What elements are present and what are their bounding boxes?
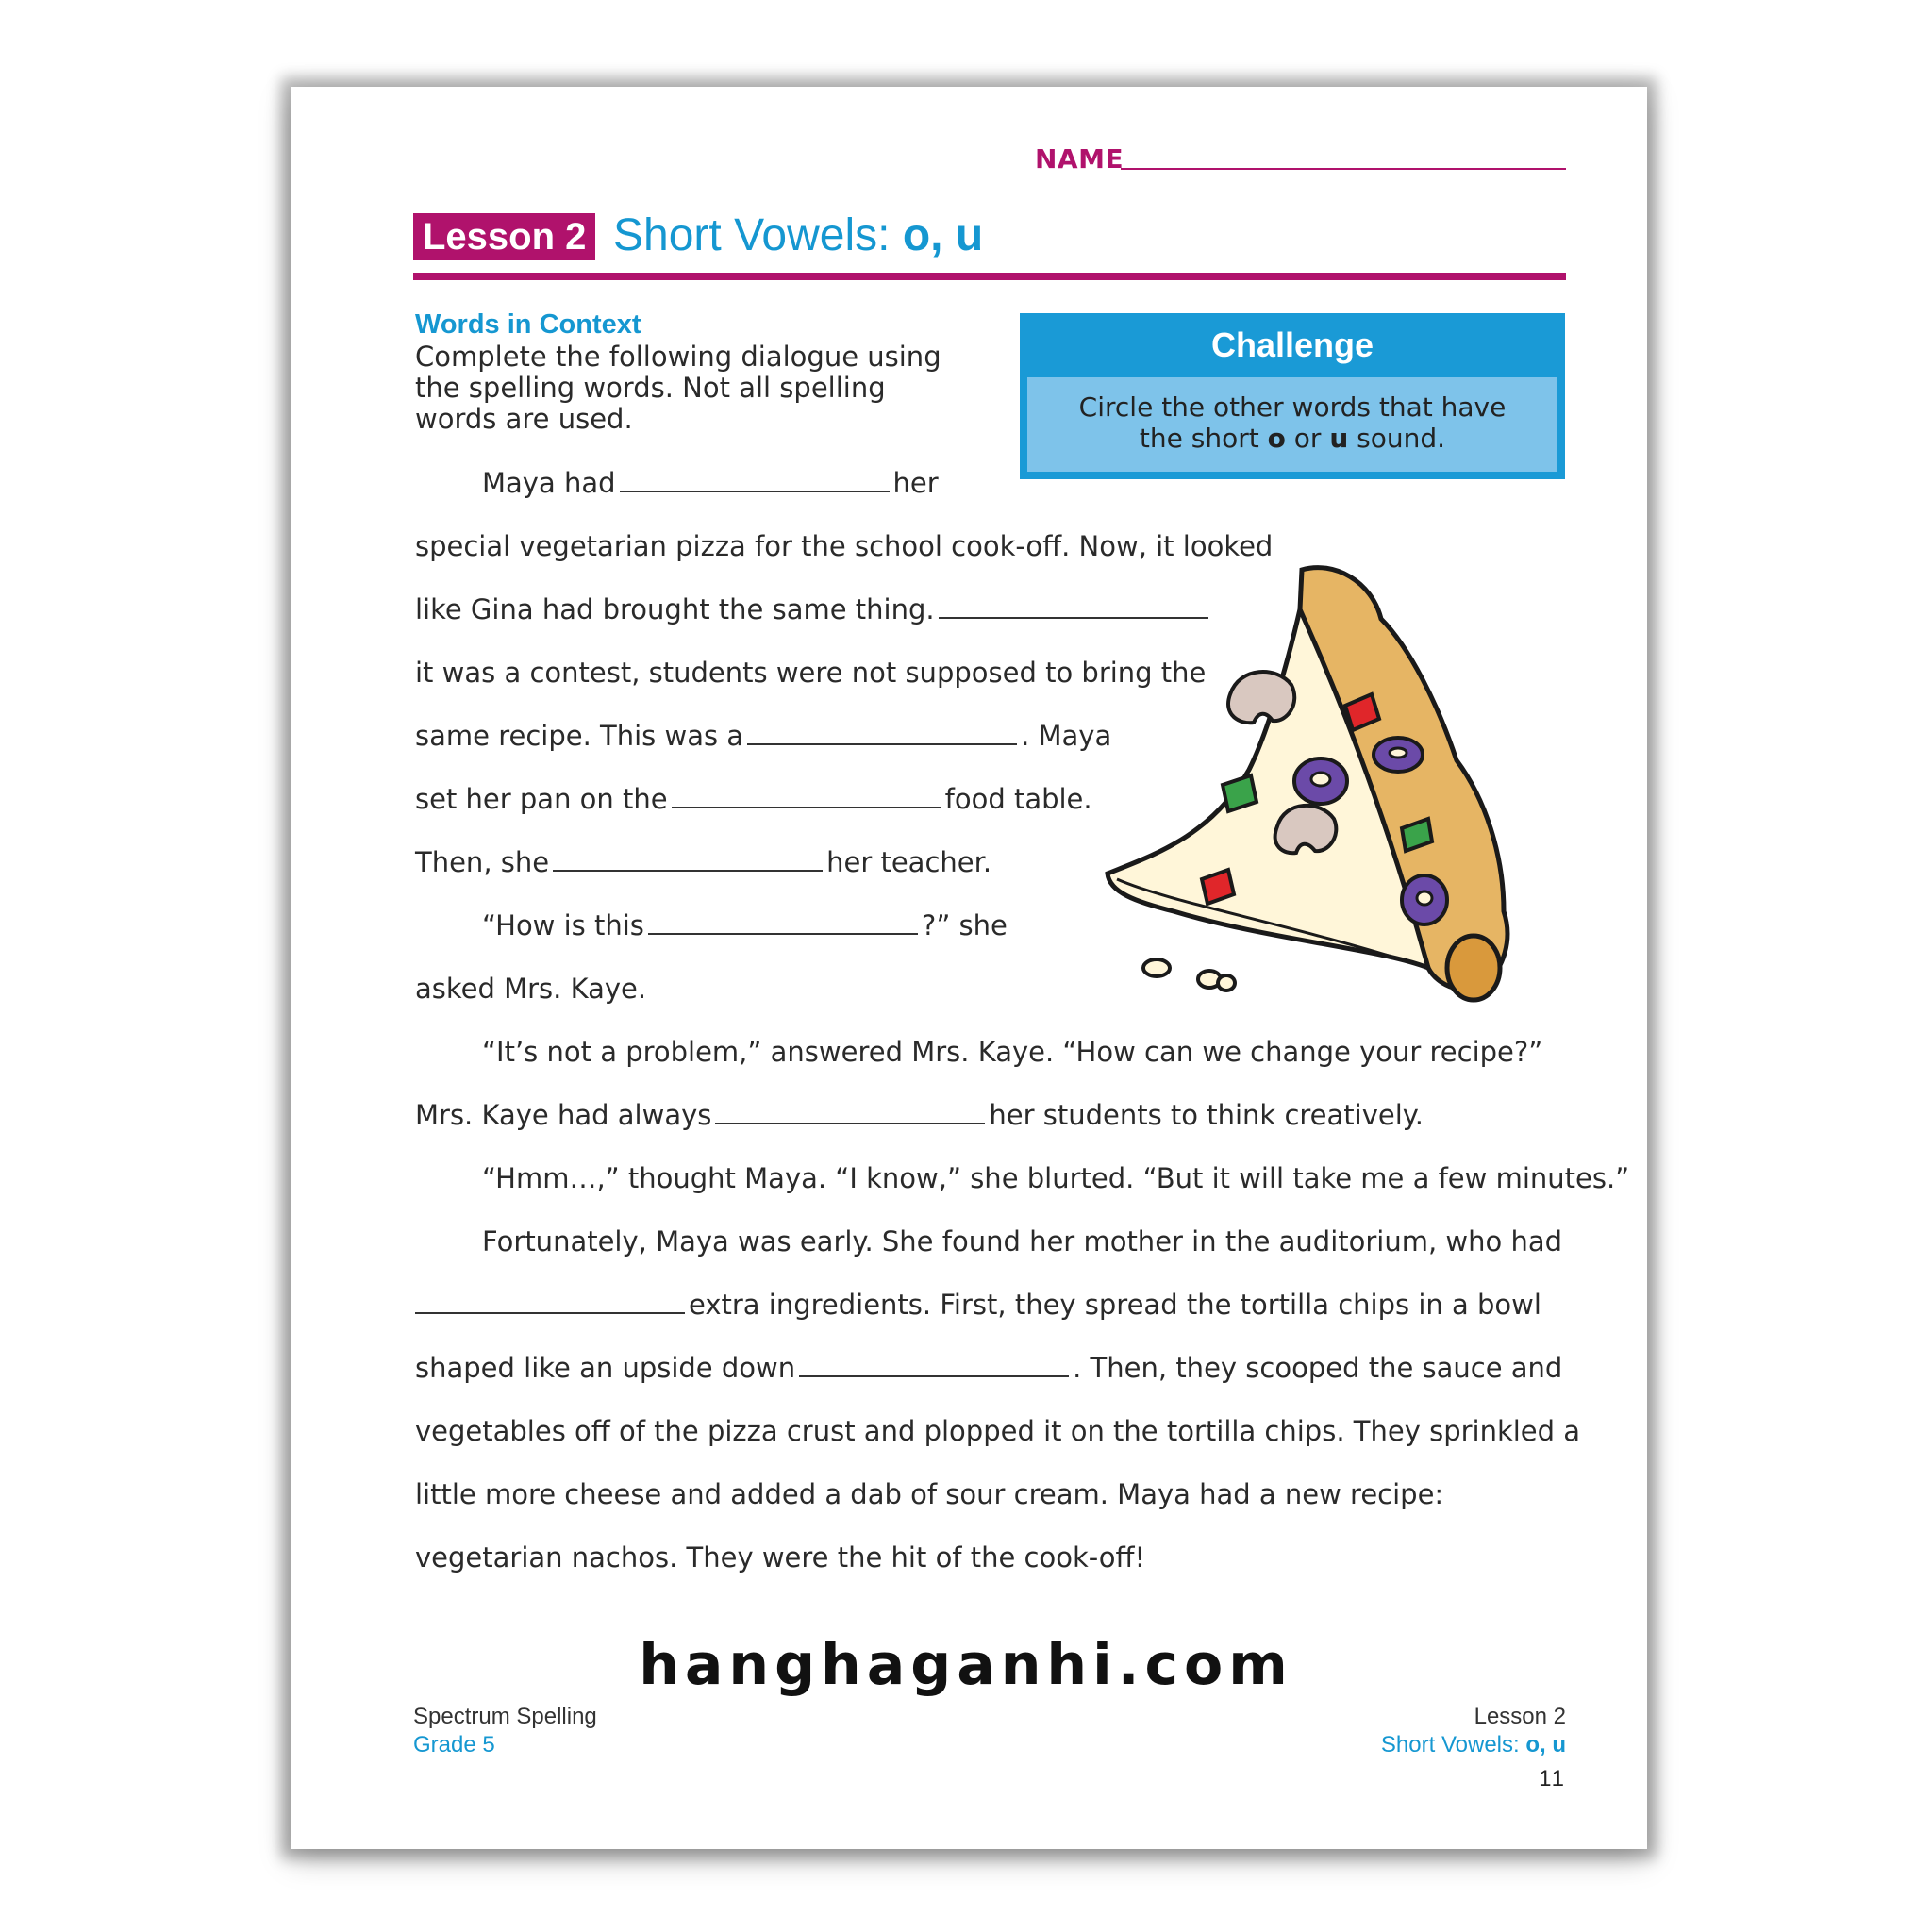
challenge-title: Challenge: [1210, 325, 1374, 364]
page-number: 11: [1539, 1766, 1566, 1791]
instructions-text: Complete the following dialogue using the spelling words. Not all spelling words are used.: [415, 341, 941, 435]
story-line: extra ingredients. First, they spread the tortilla chips in a bowl: [415, 1288, 1541, 1322]
lesson-title-prefix: Short Vowels:: [613, 210, 903, 260]
lesson-title: [613, 208, 983, 264]
story-line: “Hmm…,” thought Maya. “I know,” she blurted. “But it will take me a few minutes.”: [482, 1162, 1630, 1194]
section-heading: Words in Context: [415, 309, 641, 340]
answer-blank[interactable]: [648, 910, 918, 935]
footer-grade: Grade 5: [413, 1732, 495, 1757]
answer-blank[interactable]: [715, 1100, 985, 1124]
answer-blank[interactable]: [747, 721, 1017, 745]
footer-lesson: Lesson 2: [1474, 1704, 1566, 1729]
answer-blank[interactable]: [672, 784, 941, 808]
story-line: little more cheese and added a dab of sour cream. Maya had a new recipe:: [415, 1478, 1444, 1510]
story-line: “How is this ?” she: [482, 909, 1008, 941]
story-line: special vegetarian pizza for the school cook-off. Now, it looked: [415, 530, 1274, 562]
name-blank[interactable]: [1121, 168, 1566, 170]
challenge-instructions: [1027, 377, 1557, 472]
watermark-text: hanghaganhi.com: [639, 1632, 1293, 1698]
lesson-title-letters: o, u: [902, 210, 984, 260]
story-line: “It’s not a problem,” answered Mrs. Kaye. “How can we change your recipe?”: [482, 1036, 1543, 1068]
footer-book-title: Spectrum Spelling: [413, 1704, 597, 1729]
footer-lesson-title: Short Vowels: o, u: [1380, 1732, 1566, 1757]
challenge-text-line-1: Circle the other words that have: [1078, 391, 1507, 423]
story-line: same recipe. This was a . Maya: [415, 720, 1112, 752]
story-line: vegetarian nachos. They were the hit of the cook-off!: [415, 1541, 1146, 1574]
story-line: asked Mrs. Kaye.: [415, 973, 647, 1005]
answer-blank[interactable]: [415, 1290, 685, 1314]
title-rule: [413, 273, 1566, 280]
story-line: Then, she her teacher.: [415, 846, 992, 878]
name-label: NAME: [1035, 143, 1124, 175]
answer-blank[interactable]: [620, 468, 890, 492]
lesson-badge: Lesson 2: [413, 213, 595, 260]
story-line: Mrs. Kaye had always her students to think creatively.: [415, 1099, 1424, 1131]
pizza-slice-illustration: [1098, 553, 1570, 1006]
challenge-box: [1020, 313, 1565, 479]
story-line: vegetables off of the pizza crust and plopped it on the tortilla chips. They sprinkled a: [415, 1415, 1581, 1447]
story-line: Fortunately, Maya was early. She found her mother in the auditorium, who had: [482, 1225, 1563, 1257]
story-line: like Gina had brought the same thing.: [415, 592, 1212, 626]
story-line: set her pan on the food table.: [415, 783, 1092, 815]
challenge-text-line-2: the short o or u sound.: [1139, 423, 1446, 454]
answer-blank[interactable]: [799, 1353, 1069, 1377]
story-line: it was a contest, students were not supposed to bring the: [415, 657, 1207, 689]
story-line: shaped like an upside down . Then, they scooped the sauce and: [415, 1352, 1563, 1384]
story-line: Maya had her: [482, 467, 939, 499]
answer-blank[interactable]: [553, 847, 823, 872]
